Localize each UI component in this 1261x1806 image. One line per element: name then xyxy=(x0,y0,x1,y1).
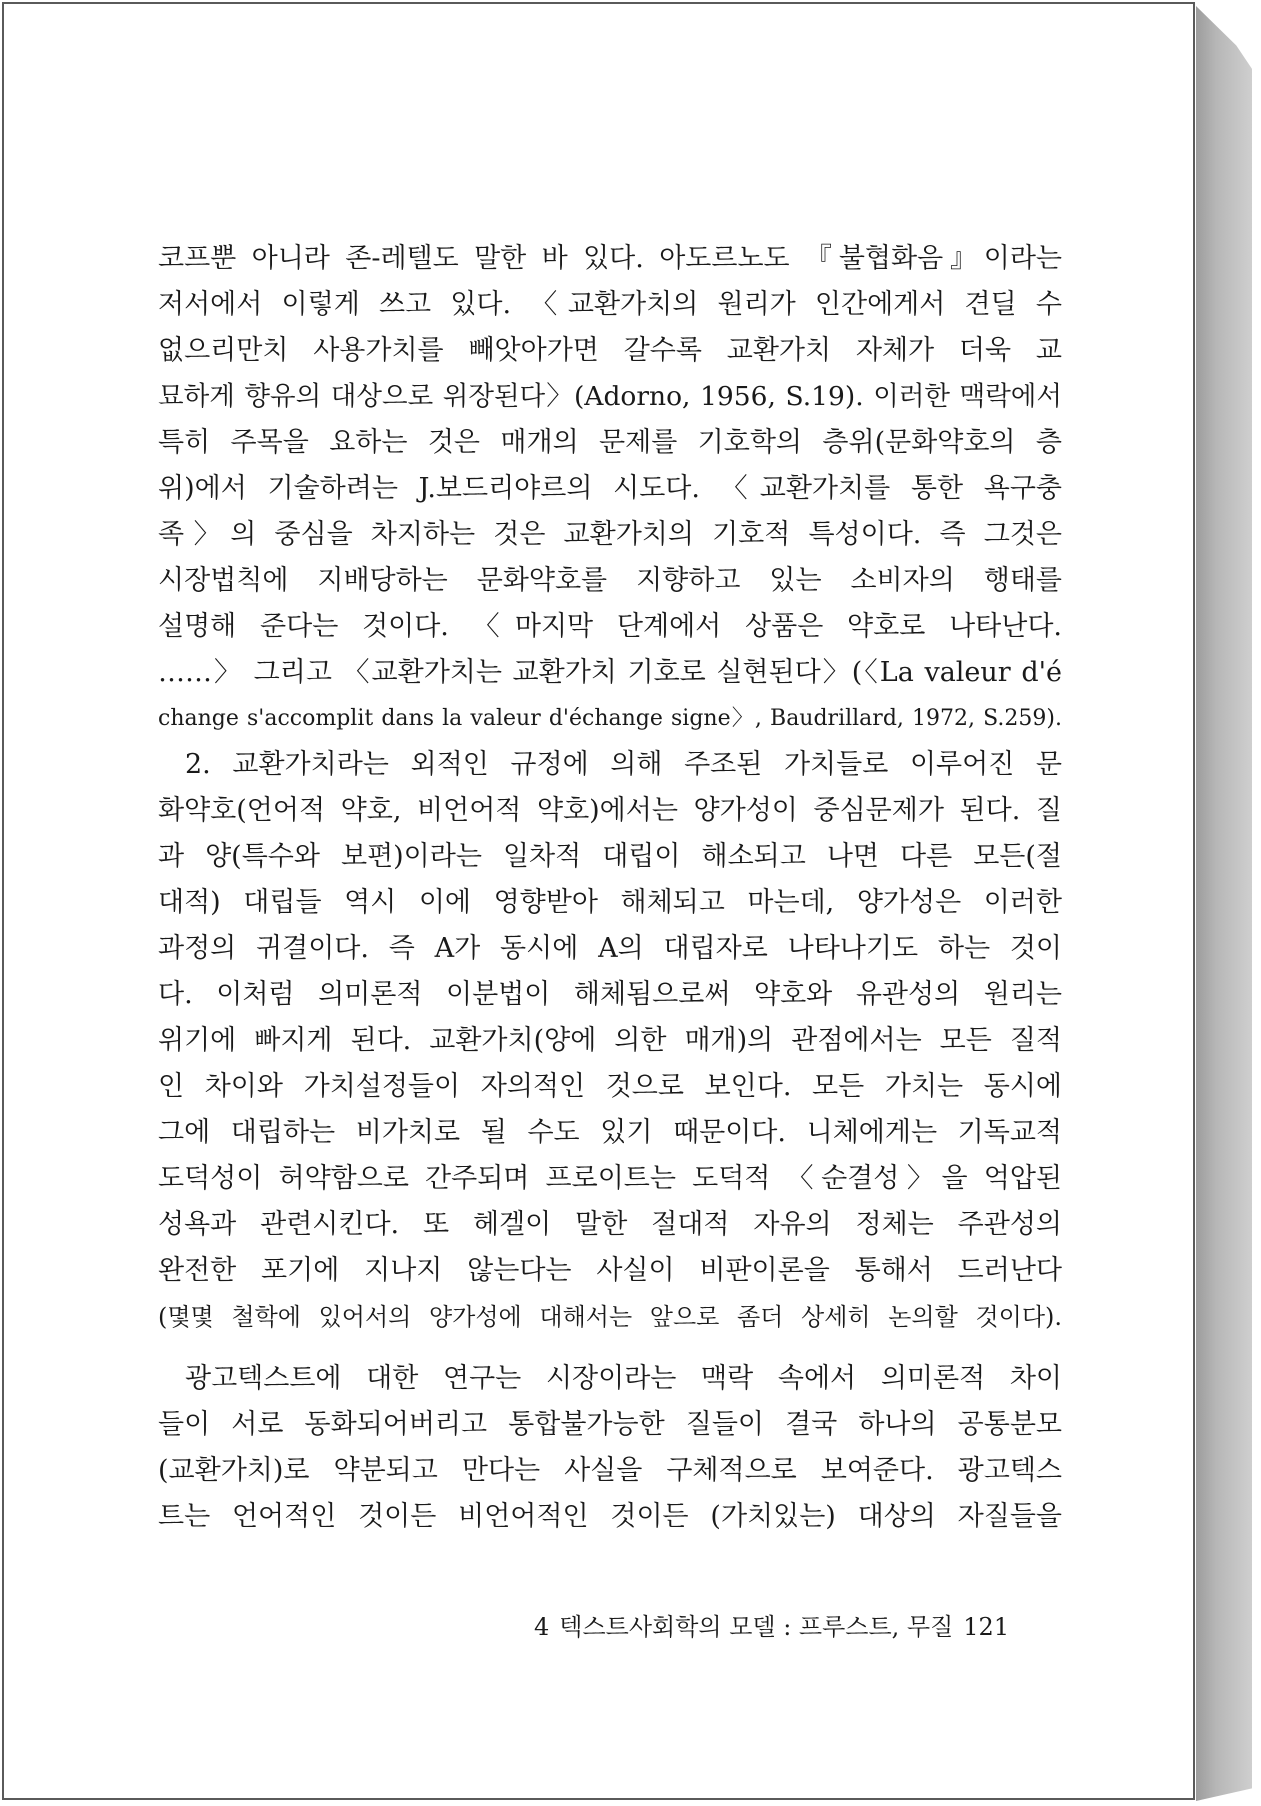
text-line: 대적) 대립들 역시 이에 영향받아 해체되고 마는데, 양가성은 이러한 xyxy=(158,887,1062,918)
text-line: (교환가치)로 약분되고 만다는 사실을 구체적으로 보여준다. 광고텍스 xyxy=(158,1455,1062,1486)
text-line: 성욕과 관련시킨다. 또 헤겔이 말한 절대적 자유의 정체는 주관성의 xyxy=(158,1209,1062,1240)
text-line: (몇몇 철학에 있어서의 양가성에 대해서는 앞으로 좀더 상세히 논의할 것이다). xyxy=(158,1303,1062,1331)
text-line: 없으리만치 사용가치를 빼앗아가면 갈수록 교환가치 자체가 더욱 교 xyxy=(158,335,1062,366)
text-line: 족〉의 중심을 차지하는 것은 교환가치의 기호적 특성이다. 즉 그것은 xyxy=(158,519,1062,550)
page-number: 121 xyxy=(963,1613,1010,1641)
text-line: 과 양(특수와 보편)이라는 일차적 대립이 해소되고 나면 다른 모든(절 xyxy=(158,841,1062,872)
text-line: 화약호(언어적 약호, 비언어적 약호)에서는 양가성이 중심문제가 된다. 질 xyxy=(158,795,1062,826)
text-line: 2. 교환가치라는 외적인 규정에 의해 주조된 가치들로 이루어진 문 xyxy=(185,749,1062,780)
paragraph-1 xyxy=(158,236,1062,742)
text-line: 특히 주목을 요하는 것은 매개의 문제를 기호학의 층위(문화약호의 층 xyxy=(158,427,1062,458)
paragraph-2 xyxy=(158,742,1062,1340)
text-line: 다. 이처럼 의미론적 이분법이 해체됨으로써 약호와 유관성의 원리는 xyxy=(158,979,1062,1010)
text-line: 위기에 빠지게 된다. 교환가치(양에 의한 매개)의 관점에서는 모든 질적 xyxy=(158,1025,1062,1056)
chapter-number: 4 xyxy=(534,1613,550,1641)
text-line: ……〉 그리고 〈교환가치는 교환가치 기호로 실현된다〉(〈La valeur d'é xyxy=(158,657,1062,688)
text-line: 트는 언어적인 것이든 비언어적인 것이든 (가치있는) 대상의 자질들을 xyxy=(158,1501,1062,1532)
book-page xyxy=(2,2,1195,1800)
running-footer xyxy=(534,1607,1034,1647)
chapter-title: 텍스트사회학의 모델 : 프루스트, 무질 xyxy=(559,1613,954,1641)
text-line: 위)에서 기술하려는 J.보드리야르의 시도다. 〈교환가치를 통한 욕구충 xyxy=(158,473,1062,504)
body-text xyxy=(158,236,1062,1540)
text-line: 묘하게 향유의 대상으로 위장된다〉(Adorno, 1956, S.19). 이러한 맥락에서 xyxy=(158,381,1062,412)
text-line: 코프뿐 아니라 존-레텔도 말한 바 있다. 아도르노도 『불협화음』이라는 xyxy=(158,243,1062,274)
text-line: 설명해 준다는 것이다. 〈마지막 단계에서 상품은 약호로 나타난다. xyxy=(158,611,1062,642)
text-line: 그에 대립하는 비가치로 될 수도 있기 때문이다. 니체에게는 기독교적 xyxy=(158,1117,1062,1148)
text-line: 들이 서로 동화되어버리고 통합불가능한 질들이 결국 하나의 공통분모 xyxy=(158,1409,1062,1440)
text-line: 인 차이와 가치설정들이 자의적인 것으로 보인다. 모든 가치는 동시에 xyxy=(158,1071,1062,1102)
text-line: 완전한 포기에 지나지 않는다는 사실이 비판이론을 통해서 드러난다 xyxy=(158,1255,1062,1286)
paragraph-3 xyxy=(158,1356,1062,1540)
text-line: 광고텍스트에 대한 연구는 시장이라는 맥락 속에서 의미론적 차이 xyxy=(185,1363,1062,1394)
text-line: 시장법칙에 지배당하는 문화약호를 지향하고 있는 소비자의 행태를 xyxy=(158,565,1062,596)
text-line: 도덕성이 허약함으로 간주되며 프로이트는 도덕적 〈순결성〉을 억압된 xyxy=(158,1163,1062,1194)
text-line: 과정의 귀결이다. 즉 A가 동시에 A의 대립자로 나타나기도 하는 것이 xyxy=(158,933,1062,964)
text-line: 저서에서 이렇게 쓰고 있다. 〈교환가치의 원리가 인간에게서 견딜 수 xyxy=(158,289,1062,320)
text-line: change s'accomplit dans la valeur d'échange signe〉, Baudrillard, 1972, S.259). xyxy=(158,706,1062,731)
page-edge-shadow xyxy=(1196,6,1252,1801)
